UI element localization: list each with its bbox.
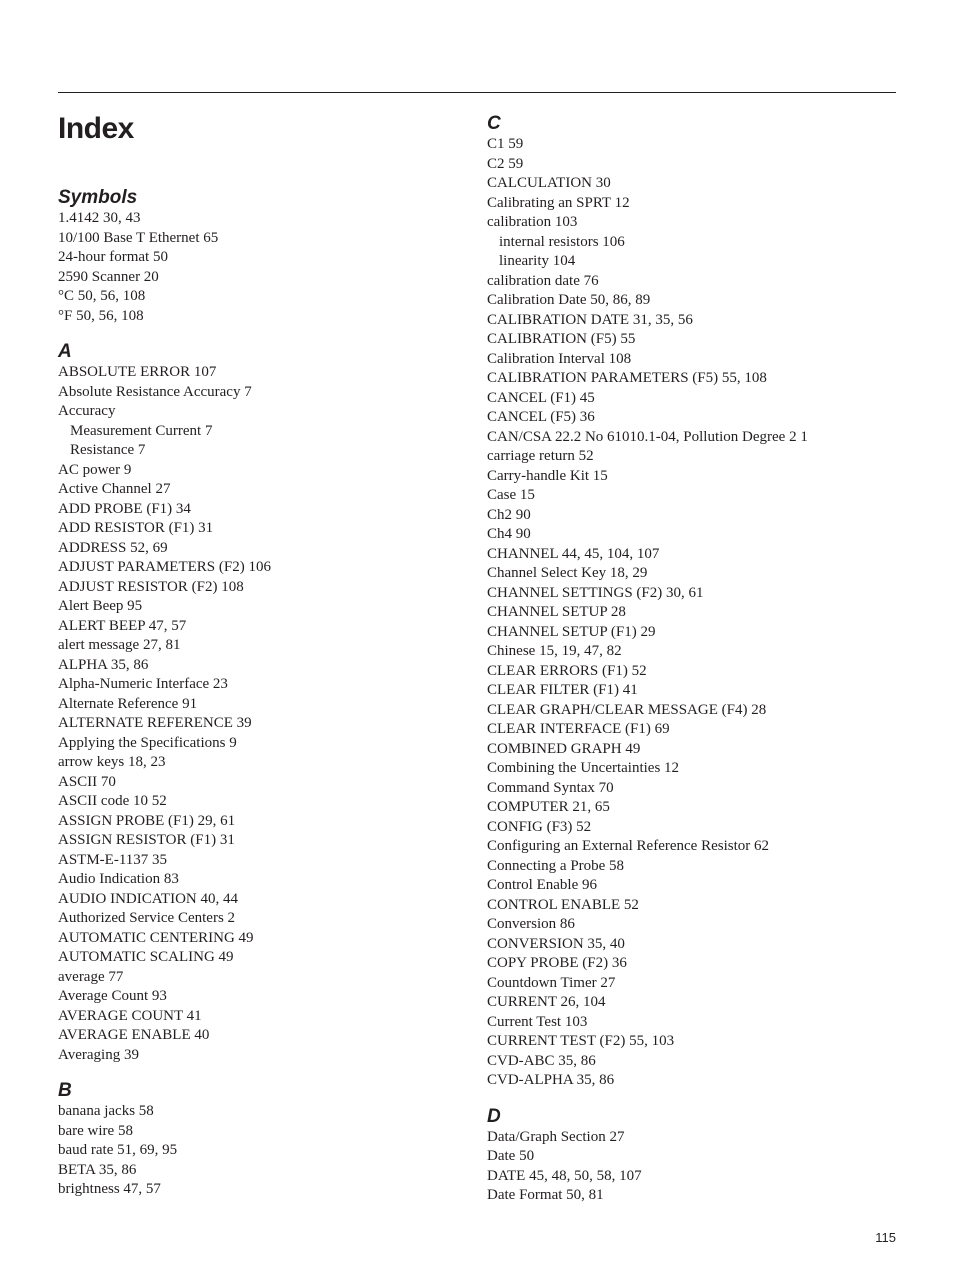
index-entry: Audio Indication 83 bbox=[58, 871, 179, 887]
index-entry: COMBINED GRAPH 49 bbox=[487, 740, 641, 757]
index-entry: Calibration Date 50, 86, 89 bbox=[487, 292, 651, 308]
index-entry: Date 50 bbox=[487, 1148, 535, 1164]
index-entry: °C 50, 56, 108 bbox=[58, 288, 146, 304]
index-entry: Channel Select Key 18, 29 bbox=[487, 565, 648, 581]
index-entry: CLEAR GRAPH/CLEAR MESSAGE (F4) 28 bbox=[487, 701, 767, 718]
index-entry: CVD-ALPHA 35, 86 bbox=[487, 1072, 615, 1088]
index-entry: CURRENT TEST (F2) 55, 103 bbox=[487, 1033, 675, 1049]
index-entry: Absolute Resistance Accuracy 7 bbox=[58, 383, 252, 400]
section-heading: A bbox=[58, 341, 72, 362]
index-entry: Current Test 103 bbox=[487, 1013, 588, 1030]
index-subentry: Resistance 7 bbox=[70, 442, 146, 458]
index-entry: CANCEL (F5) 36 bbox=[487, 409, 595, 425]
index-entry: 2590 Scanner 20 bbox=[58, 268, 159, 285]
index-entry: AUTOMATIC CENTERING 49 bbox=[58, 929, 254, 946]
index-entry: calibration 103 bbox=[487, 214, 578, 230]
index-entry: Carry-handle Kit 15 bbox=[487, 467, 608, 484]
index-section bbox=[487, 1107, 907, 1206]
index-entry: carriage return 52 bbox=[487, 448, 594, 464]
index-entry: Countdown Timer 27 bbox=[487, 974, 616, 991]
index-entry: Configuring an External Reference Resistor 62 bbox=[487, 838, 769, 854]
index-entry: CAN/CSA 22.2 No 61010.1-04, Pollution Degree 2 1 bbox=[487, 428, 808, 445]
index-column-left bbox=[58, 188, 478, 1216]
index-entry: CHANNEL 44, 45, 104, 107 bbox=[487, 545, 660, 562]
index-entry: ADJUST RESISTOR (F2) 108 bbox=[58, 578, 244, 595]
index-entry: CVD-ABC 35, 86 bbox=[487, 1052, 596, 1069]
index-entry: DATE 45, 48, 50, 58, 107 bbox=[487, 1167, 642, 1184]
index-entry: CHANNEL SETUP 28 bbox=[487, 604, 626, 620]
index-entry: Alternate Reference 91 bbox=[58, 695, 198, 712]
index-entry: Date Format 50, 81 bbox=[487, 1187, 604, 1203]
index-entry: CALIBRATION (F5) 55 bbox=[487, 331, 636, 347]
section-heading: C bbox=[487, 113, 501, 134]
index-entry: ALERT BEEP 47, 57 bbox=[58, 617, 187, 634]
index-entry: calibration date 76 bbox=[487, 272, 599, 289]
index-entry: AVERAGE COUNT 41 bbox=[58, 1007, 202, 1024]
index-entry: ADJUST PARAMETERS (F2) 106 bbox=[58, 559, 271, 575]
index-column-right bbox=[487, 114, 907, 1222]
index-entry: 1.4142 30, 43 bbox=[58, 210, 141, 226]
index-subentry: linearity 104 bbox=[499, 253, 576, 269]
index-entry: ADD RESISTOR (F1) 31 bbox=[58, 520, 214, 536]
section-heading: B bbox=[58, 1080, 72, 1101]
index-entry: CLEAR FILTER (F1) 41 bbox=[487, 682, 638, 698]
index-entry: C1 59 bbox=[487, 136, 524, 152]
index-entry: Average Count 93 bbox=[58, 988, 167, 1004]
index-entry: Command Syntax 70 bbox=[487, 779, 614, 796]
index-entry: CALCULATION 30 bbox=[487, 175, 611, 191]
index-entry: AVERAGE ENABLE 40 bbox=[58, 1027, 210, 1043]
index-entry: CURRENT 26, 104 bbox=[487, 994, 606, 1010]
index-entry: Data/Graph Section 27 bbox=[487, 1128, 625, 1145]
index-entry: ABSOLUTE ERROR 107 bbox=[58, 364, 217, 380]
index-entry: banana jacks 58 bbox=[58, 1103, 154, 1119]
index-entry: COPY PROBE (F2) 36 bbox=[487, 955, 627, 971]
index-subentry: internal resistors 106 bbox=[499, 233, 625, 250]
index-entry: average 77 bbox=[58, 968, 124, 985]
index-entry: CALIBRATION PARAMETERS (F5) 55, 108 bbox=[487, 370, 767, 386]
index-entry: 10/100 Base T Ethernet 65 bbox=[58, 229, 219, 246]
index-entry: Alert Beep 95 bbox=[58, 598, 143, 614]
index-entry: baud rate 51, 69, 95 bbox=[58, 1142, 178, 1158]
index-entry: Connecting a Probe 58 bbox=[487, 857, 625, 874]
index-entry: Alpha-Numeric Interface 23 bbox=[58, 676, 228, 692]
index-section bbox=[58, 188, 478, 326]
index-entry: Ch2 90 bbox=[487, 506, 531, 523]
index-entry: Calibration Interval 108 bbox=[487, 350, 632, 367]
page-title: Index bbox=[58, 112, 134, 145]
index-entry: Case 15 bbox=[487, 487, 535, 503]
index-entry: CONVERSION 35, 40 bbox=[487, 935, 625, 952]
index-entry: Calibrating an SPRT 12 bbox=[487, 194, 630, 211]
index-entry: Combining the Uncertainties 12 bbox=[487, 760, 680, 776]
index-entry: CALIBRATION DATE 31, 35, 56 bbox=[487, 311, 693, 328]
index-entry: CLEAR INTERFACE (F1) 69 bbox=[487, 721, 670, 737]
index-entry: AUDIO INDICATION 40, 44 bbox=[58, 890, 238, 907]
index-section bbox=[487, 114, 907, 1091]
index-section bbox=[58, 1081, 478, 1200]
index-entry: °F 50, 56, 108 bbox=[58, 307, 144, 324]
index-entry: bare wire 58 bbox=[58, 1122, 133, 1139]
index-entry: ALPHA 35, 86 bbox=[58, 656, 149, 673]
index-entry: Chinese 15, 19, 47, 82 bbox=[487, 643, 622, 659]
index-entry: arrow keys 18, 23 bbox=[58, 754, 166, 770]
index-section bbox=[58, 342, 478, 1065]
index-entry: Accuracy bbox=[58, 403, 116, 419]
section-heading: D bbox=[487, 1105, 501, 1127]
index-entry: AC power 9 bbox=[58, 461, 132, 478]
index-entry: Applying the Specifications 9 bbox=[58, 734, 237, 751]
index-entry: CHANNEL SETTINGS (F2) 30, 61 bbox=[487, 584, 704, 601]
page-number: 115 bbox=[875, 1230, 896, 1245]
index-entry: brightness 47, 57 bbox=[58, 1181, 161, 1197]
index-entry: Ch4 90 bbox=[487, 526, 531, 542]
index-entry: 24-hour format 50 bbox=[58, 249, 168, 265]
section-heading: Symbols bbox=[58, 187, 138, 208]
index-entry: ASCII code 10 52 bbox=[58, 793, 167, 809]
index-subentry: Measurement Current 7 bbox=[70, 422, 213, 439]
index-entry: ASSIGN PROBE (F1) 29, 61 bbox=[58, 812, 236, 829]
index-entry: COMPUTER 21, 65 bbox=[487, 799, 610, 815]
index-entry: alert message 27, 81 bbox=[58, 637, 181, 653]
index-entry: CONFIG (F3) 52 bbox=[487, 818, 592, 835]
index-entry: CONTROL ENABLE 52 bbox=[487, 896, 639, 913]
index-entry: ASSIGN RESISTOR (F1) 31 bbox=[58, 832, 235, 848]
index-entry: ALTERNATE REFERENCE 39 bbox=[58, 715, 252, 731]
index-entry: CHANNEL SETUP (F1) 29 bbox=[487, 623, 656, 640]
index-entry: Active Channel 27 bbox=[58, 481, 171, 497]
index-entry: ASCII 70 bbox=[58, 773, 116, 790]
top-rule bbox=[58, 92, 896, 93]
index-entry: Conversion 86 bbox=[487, 916, 575, 932]
index-entry: C2 59 bbox=[487, 155, 524, 172]
index-entry: Control Enable 96 bbox=[487, 877, 597, 893]
index-entry: Authorized Service Centers 2 bbox=[58, 910, 236, 926]
index-entry: AUTOMATIC SCALING 49 bbox=[58, 949, 234, 965]
index-entry: Averaging 39 bbox=[58, 1046, 139, 1063]
index-entry: ADDRESS 52, 69 bbox=[58, 539, 168, 556]
index-entry: BETA 35, 86 bbox=[58, 1161, 137, 1178]
index-entry: ASTM-E-1137 35 bbox=[58, 851, 168, 868]
index-entry: CANCEL (F1) 45 bbox=[487, 389, 595, 406]
index-entry: ADD PROBE (F1) 34 bbox=[58, 500, 191, 517]
index-entry: CLEAR ERRORS (F1) 52 bbox=[487, 662, 647, 679]
